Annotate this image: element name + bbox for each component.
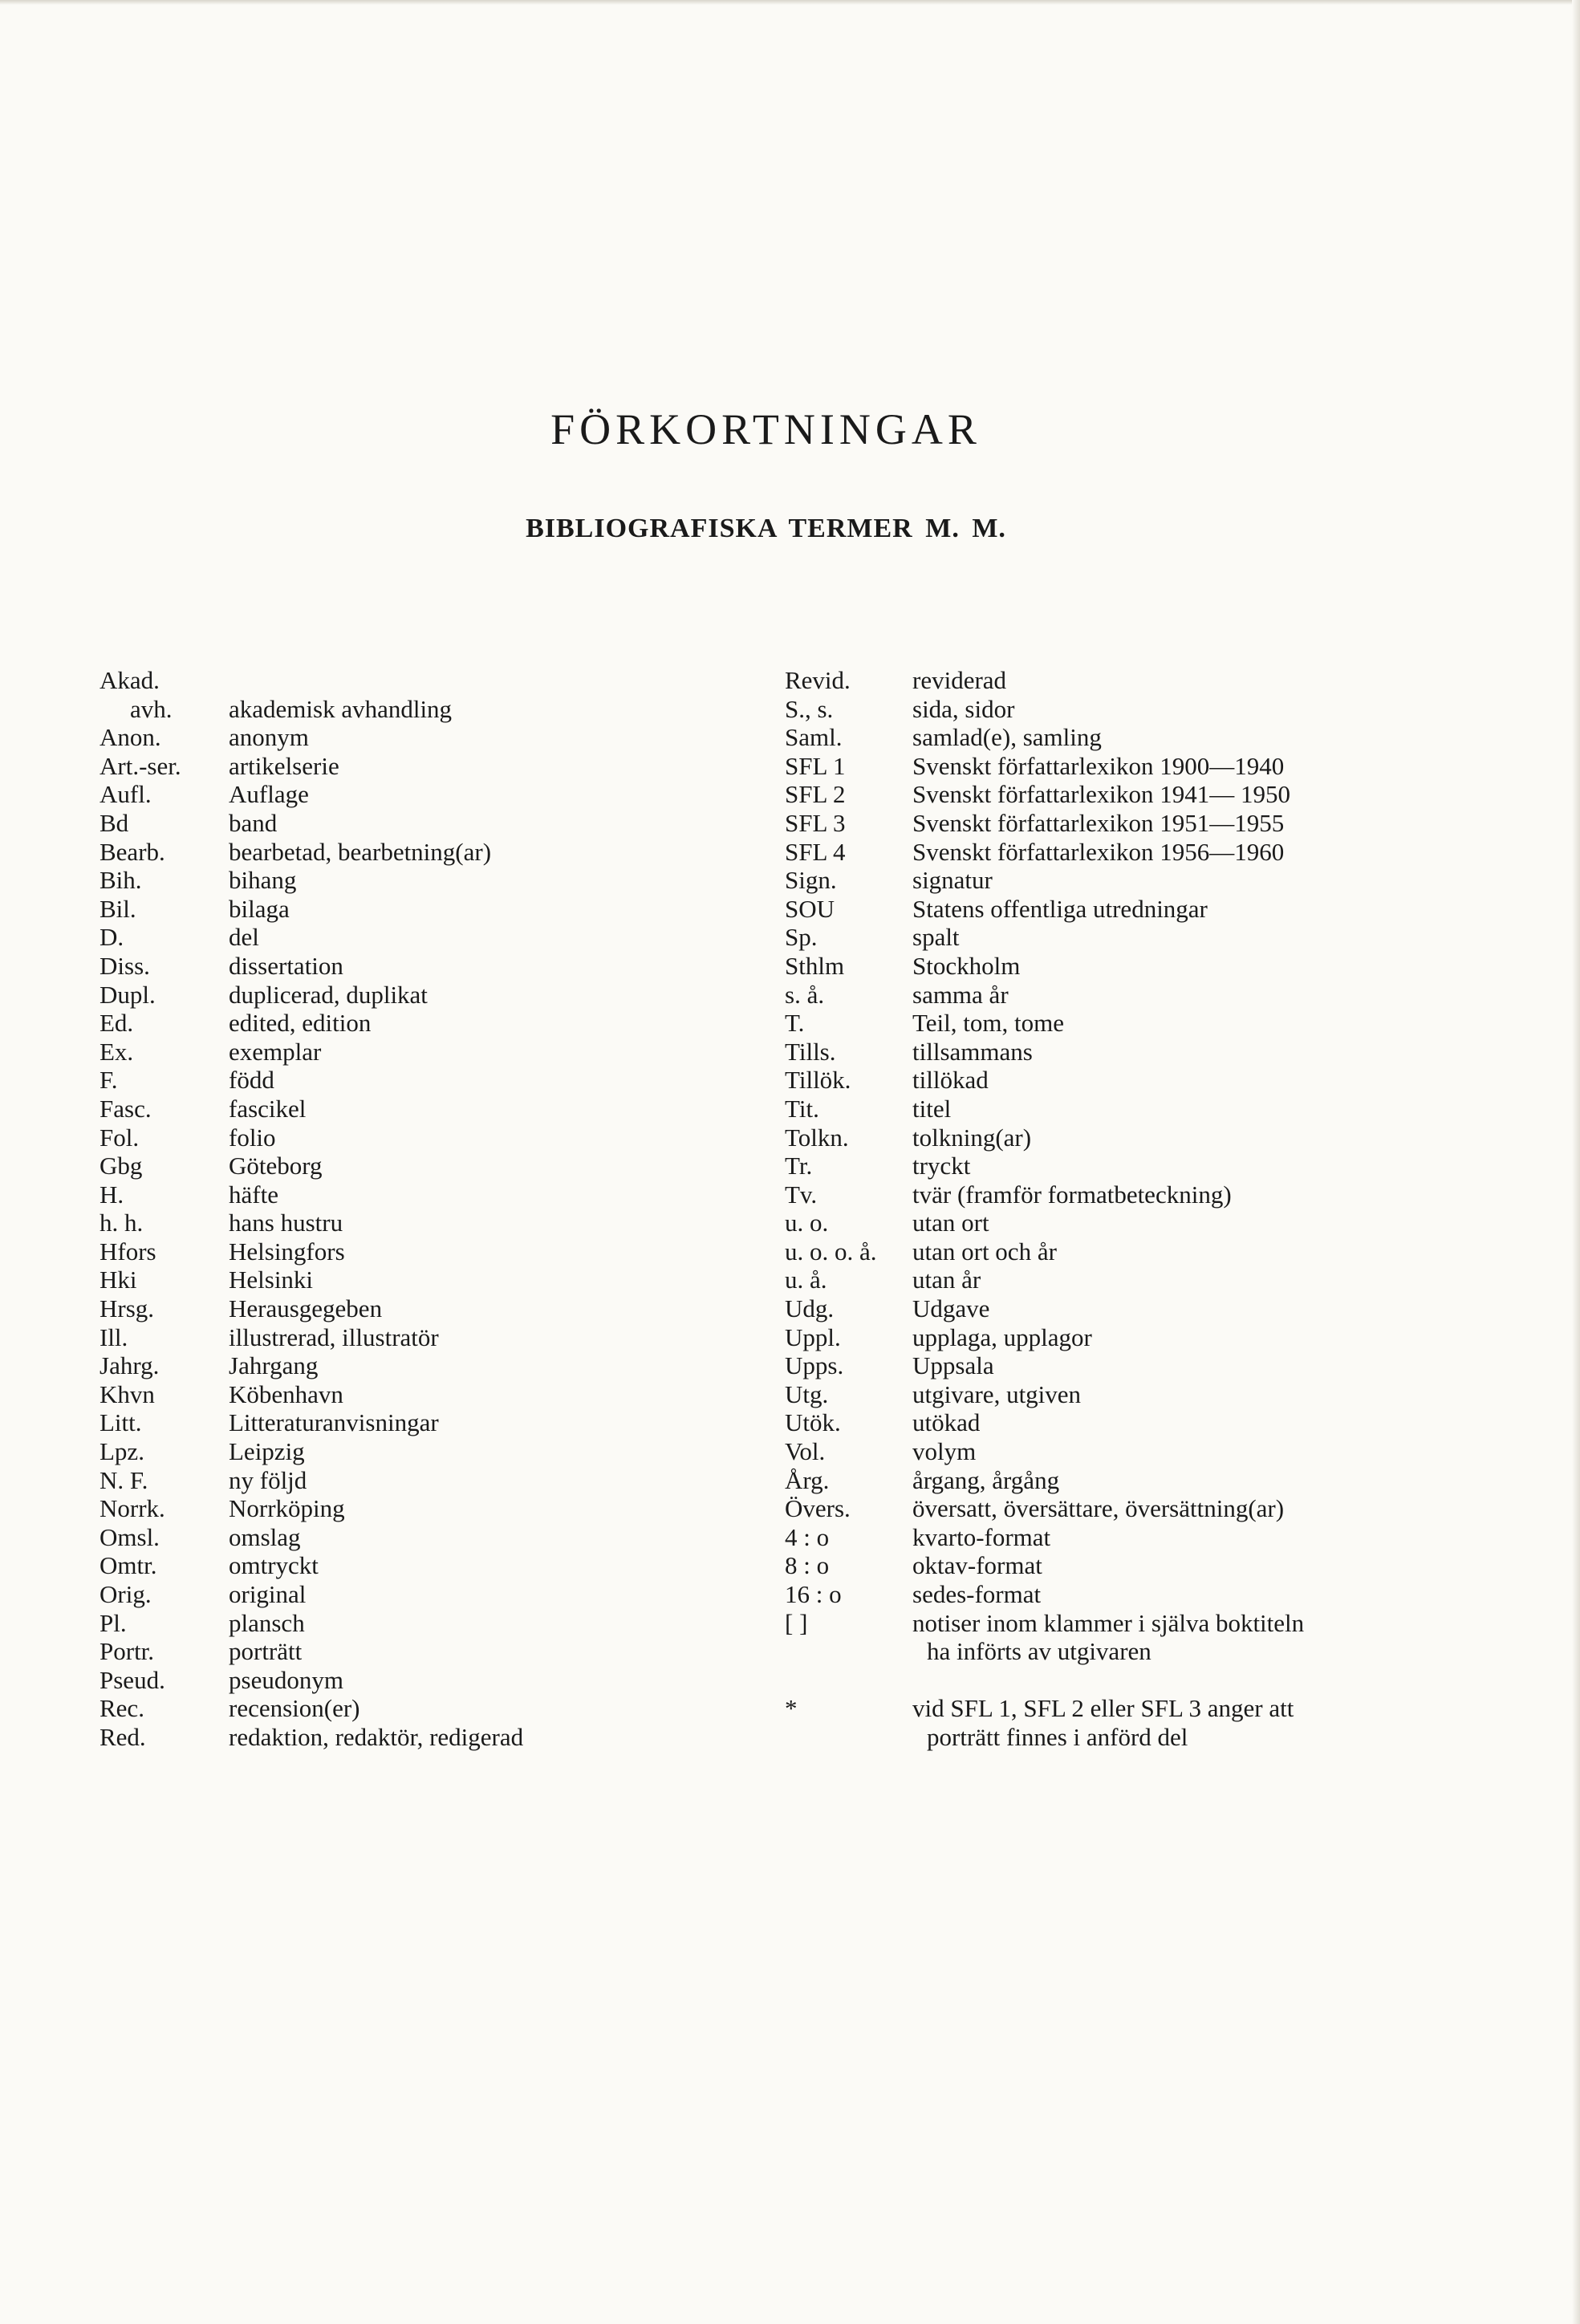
page-subtitle: BIBLIOGRAFISKA TERMER M. M. [526, 514, 1006, 544]
abbreviation: Norrk. [100, 1494, 165, 1523]
abbreviation-entry [100, 1380, 741, 1409]
abbreviation: avh. [130, 694, 173, 723]
abbreviation-entry [785, 1609, 1523, 1666]
term-text: exemplar [229, 1037, 322, 1066]
abbreviation: Anon. [100, 723, 161, 752]
abbreviation-entry [785, 1408, 1523, 1437]
term [912, 1609, 1523, 1666]
abbreviation: Litt. [100, 1408, 142, 1437]
abbreviation: Khvn [100, 1379, 155, 1408]
abbreviation: Udg. [785, 1294, 835, 1323]
term-text: signatur [912, 866, 993, 895]
abbreviation: Saml. [785, 723, 843, 752]
abbreviation-entry [785, 1066, 1523, 1095]
abbreviation: 8 : o [785, 1551, 830, 1580]
abbreviation-entry [785, 981, 1523, 1010]
term [912, 1180, 1523, 1209]
abbreviation: Pl. [100, 1608, 127, 1637]
abbreviation-entry [785, 1209, 1523, 1237]
abbreviation: Dupl. [100, 980, 156, 1009]
term-text: tvär (framför formatbeteckning) [912, 1180, 1232, 1209]
abbreviation-entry [785, 695, 1523, 724]
term-text: Stockholm [912, 951, 1021, 980]
term [912, 1009, 1523, 1038]
term [229, 1351, 741, 1380]
abbreviation-entry [785, 1266, 1523, 1294]
term [912, 1380, 1523, 1409]
abbreviation: Portr. [100, 1637, 155, 1666]
term [229, 1523, 741, 1552]
term [229, 895, 741, 924]
abbreviation-entry [785, 1466, 1523, 1495]
abbreviation-entry [100, 1095, 741, 1123]
abbreviation: u. o. [785, 1209, 829, 1237]
abbreviation-entry [100, 952, 741, 981]
term [912, 666, 1523, 695]
term-text: Göteborg [229, 1152, 323, 1180]
abbreviation: D. [100, 923, 124, 952]
term [912, 752, 1523, 781]
term [229, 1551, 741, 1580]
abbreviation-entry [785, 723, 1523, 752]
term-text: utan år [912, 1266, 981, 1294]
term-text: utökad [912, 1408, 981, 1437]
abbreviation: Jahrg. [100, 1351, 160, 1380]
term [229, 1694, 741, 1723]
term [229, 1437, 741, 1466]
abbreviation-list-left [100, 666, 741, 1752]
term [912, 1580, 1523, 1609]
abbreviation-entry [785, 1523, 1523, 1552]
abbreviation-entry [100, 1123, 741, 1152]
abbreviation: Art.-ser. [100, 751, 181, 780]
term [229, 1580, 741, 1609]
abbreviation: S., s. [785, 694, 834, 723]
abbreviation-entry [100, 1152, 741, 1180]
abbreviation: Tit. [785, 1094, 819, 1123]
abbreviation-entry [100, 838, 741, 867]
term [912, 866, 1523, 895]
abbreviation: [ ] [785, 1608, 808, 1637]
term-text: reviderad [912, 666, 1007, 694]
abbreviation: Ill. [100, 1322, 128, 1351]
term-text: samlad(e), samling [912, 723, 1102, 752]
abbreviation: 4 : o [785, 1522, 830, 1551]
page-edge-top [0, 0, 1580, 5]
term [912, 1095, 1523, 1123]
abbreviation-entry [785, 1294, 1523, 1323]
term-text: tillökad [912, 1066, 989, 1095]
abbreviation-entry [100, 1266, 741, 1294]
term [912, 952, 1523, 981]
term [229, 1609, 741, 1638]
term-text: Herausgegeben [229, 1294, 383, 1323]
term-text: översatt, översättare, översättning(ar) [912, 1494, 1285, 1523]
abbreviation: Bd [100, 808, 129, 837]
term-text: Svenskt författarlexikon 1956—1960 [912, 837, 1285, 866]
term [912, 1694, 1523, 1751]
term [229, 723, 741, 752]
abbreviation-entry [100, 981, 741, 1010]
abbreviation: SFL 4 [785, 837, 846, 866]
term [229, 1209, 741, 1237]
term [229, 866, 741, 895]
abbreviation: s. å. [785, 980, 825, 1009]
term-text: ny följd [229, 1465, 307, 1494]
term [229, 1066, 741, 1095]
term [229, 1266, 741, 1294]
term [229, 1666, 741, 1695]
abbreviation-entry [785, 1180, 1523, 1209]
term-text: Helsingfors [229, 1237, 345, 1266]
abbreviation: Tv. [785, 1180, 818, 1209]
abbreviation-entry [100, 1694, 741, 1723]
abbreviation: Sp. [785, 923, 818, 952]
term-text: bihang [229, 866, 297, 895]
term-text: häfte [229, 1180, 278, 1209]
term [229, 1380, 741, 1409]
abbreviation: Orig. [100, 1580, 152, 1608]
abbreviation: Ex. [100, 1037, 134, 1066]
term-text: del [229, 923, 259, 952]
term [912, 895, 1523, 924]
term-text: duplicerad, duplikat [229, 980, 428, 1009]
term-text: bearbetad, bearbetning(ar) [229, 837, 492, 866]
abbreviation-entry [785, 923, 1523, 952]
term [229, 952, 741, 981]
abbreviation: Bearb. [100, 837, 165, 866]
abbreviation-entry [100, 1351, 741, 1380]
abbreviation-entry [100, 895, 741, 924]
term [229, 923, 741, 952]
term [229, 1323, 741, 1352]
abbreviation: Tolkn. [785, 1123, 849, 1152]
term [912, 1294, 1523, 1323]
abbreviation: Fasc. [100, 1094, 152, 1123]
abbreviation: Red. [100, 1722, 146, 1751]
abbreviation: H. [100, 1180, 124, 1209]
term-text: utan ort [912, 1209, 989, 1237]
term [229, 809, 741, 838]
abbreviation-entry [100, 1009, 741, 1038]
term-text: Litteraturanvisningar [229, 1408, 439, 1437]
abbreviation: u. o. o. å. [785, 1237, 877, 1266]
term [229, 1294, 741, 1323]
abbreviation: Bil. [100, 894, 136, 923]
abbreviation-entry [785, 952, 1523, 981]
term [229, 1237, 741, 1266]
term [229, 780, 741, 809]
term-text: titel [912, 1094, 952, 1123]
abbreviation-entry [785, 752, 1523, 781]
abbreviation-entry [100, 1580, 741, 1609]
term-text: Svenskt författarlexikon 1951—1955 [912, 808, 1285, 837]
abbreviation: Gbg [100, 1152, 143, 1180]
abbreviation: F. [100, 1066, 118, 1095]
abbreviation: * [785, 1694, 798, 1723]
abbreviation: u. å. [785, 1266, 827, 1294]
term-text: kvarto-format [912, 1522, 1051, 1551]
term-text: Statens offentliga utredningar [912, 894, 1208, 923]
term-text: tillsammans [912, 1037, 1033, 1066]
abbreviation-entry [785, 1323, 1523, 1352]
term [912, 723, 1523, 752]
term [912, 923, 1523, 952]
abbreviation: Ed. [100, 1009, 134, 1038]
abbreviation-entry [100, 1038, 741, 1067]
term [229, 981, 741, 1010]
abbreviation-entry [100, 1209, 741, 1237]
term [912, 1351, 1523, 1380]
term-text: Köbenhavn [229, 1379, 343, 1408]
abbreviation-entry [785, 1038, 1523, 1067]
abbreviation-list-right [785, 666, 1523, 1752]
abbreviation: Sthlm [785, 951, 845, 980]
term [912, 809, 1523, 838]
term-text: dissertation [229, 951, 343, 980]
abbreviation: T. [785, 1009, 805, 1038]
abbreviation: Hki [100, 1266, 137, 1294]
term [912, 780, 1523, 809]
abbreviation: N. F. [100, 1465, 148, 1494]
abbreviation: Hrsg. [100, 1294, 155, 1323]
term [229, 1180, 741, 1209]
abbreviation-entry [100, 1466, 741, 1495]
term-text: Jahrgang [229, 1351, 319, 1380]
term-text: Norrköping [229, 1494, 345, 1523]
abbreviation-entry [100, 1494, 741, 1523]
term-text: redaktion, redaktör, redigerad [229, 1722, 524, 1751]
term [912, 1523, 1523, 1552]
abbreviation-entry [785, 1380, 1523, 1409]
term [912, 1466, 1523, 1495]
abbreviation-entry [785, 1237, 1523, 1266]
abbreviation-entry [100, 1066, 741, 1095]
abbreviation-entry [100, 1323, 741, 1352]
term [912, 1437, 1523, 1466]
abbreviation-entry [785, 809, 1523, 838]
abbreviation-entry [100, 1523, 741, 1552]
abbreviation: Bih. [100, 866, 142, 895]
term-text: utan ort och år [912, 1237, 1057, 1266]
abbreviation-entry [785, 1694, 1523, 1751]
abbreviation-entry [785, 780, 1523, 809]
term-text: samma år [912, 980, 1009, 1009]
abbreviation-entry [100, 1237, 741, 1266]
abbreviation-entry [100, 923, 741, 952]
term [229, 1408, 741, 1437]
abbreviation-entry [100, 666, 741, 695]
abbreviation: Upps. [785, 1351, 844, 1380]
term [229, 1723, 741, 1752]
term-text: porträtt [229, 1637, 303, 1666]
abbreviation: Rec. [100, 1694, 144, 1723]
abbreviation: Sign. [785, 866, 837, 895]
term [912, 1551, 1523, 1580]
term [229, 1494, 741, 1523]
term [229, 695, 741, 724]
abbreviation: Revid. [785, 666, 851, 694]
term-text: sedes-format [912, 1580, 1042, 1608]
abbreviation: Årg. [785, 1465, 830, 1494]
abbreviation: Diss. [100, 951, 150, 980]
term-text: plansch [229, 1608, 305, 1637]
abbreviation: Tr. [785, 1152, 813, 1180]
abbreviation: Omsl. [100, 1522, 160, 1551]
term-text: notiser inom klammer i själva boktiteln [912, 1608, 1305, 1637]
term-text: sida, sidor [912, 694, 1015, 723]
term-text: pseudonym [229, 1665, 343, 1694]
entry-gap [785, 1666, 1523, 1695]
term-text: omtryckt [229, 1551, 319, 1580]
abbreviation-entry [100, 723, 741, 752]
term-text: recension(er) [229, 1694, 360, 1723]
abbreviation: Hfors [100, 1237, 156, 1266]
term [912, 981, 1523, 1010]
abbreviation: Övers. [785, 1494, 851, 1523]
term [229, 752, 741, 781]
abbreviation: SFL 1 [785, 751, 846, 780]
term-text: Uppsala [912, 1351, 994, 1380]
abbreviation-entry [100, 1408, 741, 1437]
term-text: artikelserie [229, 751, 339, 780]
term [229, 1009, 741, 1038]
abbreviation: Uppl. [785, 1322, 841, 1351]
abbreviation-entry [785, 1494, 1523, 1523]
term [229, 1123, 741, 1152]
abbreviation: Utök. [785, 1408, 841, 1437]
term-text: folio [229, 1123, 276, 1152]
term [912, 838, 1523, 867]
page-title: FÖRKORTNINGAR [550, 405, 981, 454]
abbreviation: Utg. [785, 1379, 829, 1408]
term-continuation: ha införts av utgivaren [927, 1637, 1151, 1666]
term [229, 1095, 741, 1123]
term [229, 838, 741, 867]
term-text: Udgave [912, 1294, 990, 1323]
abbreviation: Tills. [785, 1037, 836, 1066]
abbreviation-entry [100, 1437, 741, 1466]
abbreviation: 16 : o [785, 1580, 842, 1608]
term-text: anonym [229, 723, 309, 752]
abbreviation: h. h. [100, 1209, 144, 1237]
term-text: Leipzig [229, 1437, 305, 1466]
abbreviation-entry [785, 1152, 1523, 1180]
abbreviation-entry [785, 1009, 1523, 1038]
abbreviation: Tillök. [785, 1066, 851, 1095]
term-text: årgang, årgång [912, 1465, 1060, 1494]
term [912, 1209, 1523, 1237]
term [912, 1266, 1523, 1294]
term-text: Helsinki [229, 1266, 314, 1294]
term-text: omslag [229, 1522, 301, 1551]
abbreviation: SFL 3 [785, 808, 846, 837]
term [912, 1323, 1523, 1352]
term [912, 1408, 1523, 1437]
term [229, 1152, 741, 1180]
term-text: tryckt [912, 1152, 971, 1180]
term-text: fascikel [229, 1094, 307, 1123]
abbreviation-entry [100, 809, 741, 838]
term [912, 1237, 1523, 1266]
term-text: utgivare, utgiven [912, 1379, 1082, 1408]
abbreviation: SFL 2 [785, 780, 846, 809]
term [912, 695, 1523, 724]
abbreviation-entry [785, 1123, 1523, 1152]
abbreviation-entry [785, 866, 1523, 895]
term-text: Teil, tom, tome [912, 1009, 1064, 1038]
abbreviation-entry [100, 866, 741, 895]
abbreviation-entry [785, 1095, 1523, 1123]
term-text: oktav-format [912, 1551, 1042, 1580]
term [229, 1637, 741, 1666]
abbreviation-entry [100, 752, 741, 781]
page-edge-right [1572, 0, 1580, 2324]
term [229, 1466, 741, 1495]
term-text: band [229, 808, 278, 837]
term-text: vid SFL 1, SFL 2 eller SFL 3 anger att [912, 1694, 1294, 1723]
term-text: akademisk avhandling [229, 694, 453, 723]
term-text: Auflage [229, 780, 309, 809]
term-text: edited, edition [229, 1009, 372, 1038]
abbreviation-entry [785, 1351, 1523, 1380]
term [912, 1152, 1523, 1180]
term-text: Svenskt författarlexikon 1941— 1950 [912, 780, 1290, 809]
term-text: spalt [912, 923, 960, 952]
term-text: Svenskt författarlexikon 1900—1940 [912, 751, 1285, 780]
term [229, 1038, 741, 1067]
abbreviation: Vol. [785, 1437, 826, 1466]
abbreviation-entry [785, 1580, 1523, 1609]
term [912, 1038, 1523, 1067]
term-text: upplaga, upplagor [912, 1322, 1092, 1351]
abbreviation: Lpz. [100, 1437, 144, 1466]
term-text: original [229, 1580, 307, 1608]
abbreviation-entry [785, 666, 1523, 695]
abbreviation: Akad. [100, 666, 160, 694]
abbreviation-entry [785, 1551, 1523, 1580]
term-text: volym [912, 1437, 977, 1466]
abbreviation: Omtr. [100, 1551, 157, 1580]
abbreviation-entry [100, 1637, 741, 1666]
abbreviation-entry [100, 1180, 741, 1209]
abbreviation: SOU [785, 894, 835, 923]
abbreviation-entry [100, 1294, 741, 1323]
abbreviation: Pseud. [100, 1665, 165, 1694]
term-text: illustrerad, illustratör [229, 1322, 439, 1351]
term-continuation: porträtt finnes i anförd del [927, 1722, 1188, 1751]
abbreviation-entry [100, 780, 741, 809]
term-text: tolkning(ar) [912, 1123, 1032, 1152]
abbreviation-entry [785, 838, 1523, 867]
term-text: hans hustru [229, 1209, 343, 1237]
abbreviation-entry [100, 1723, 741, 1752]
term-text: född [229, 1066, 274, 1095]
term [912, 1494, 1523, 1523]
abbreviation-entry [100, 1609, 741, 1638]
abbreviation-entry [100, 1551, 741, 1580]
term-text: bilaga [229, 894, 290, 923]
term [912, 1066, 1523, 1095]
abbreviation-entry [785, 895, 1523, 924]
abbreviation-entry [100, 695, 741, 724]
term [912, 1123, 1523, 1152]
abbreviation: Fol. [100, 1123, 140, 1152]
abbreviation: Aufl. [100, 780, 152, 809]
abbreviation-entry [100, 1666, 741, 1695]
abbreviation-entry [785, 1437, 1523, 1466]
